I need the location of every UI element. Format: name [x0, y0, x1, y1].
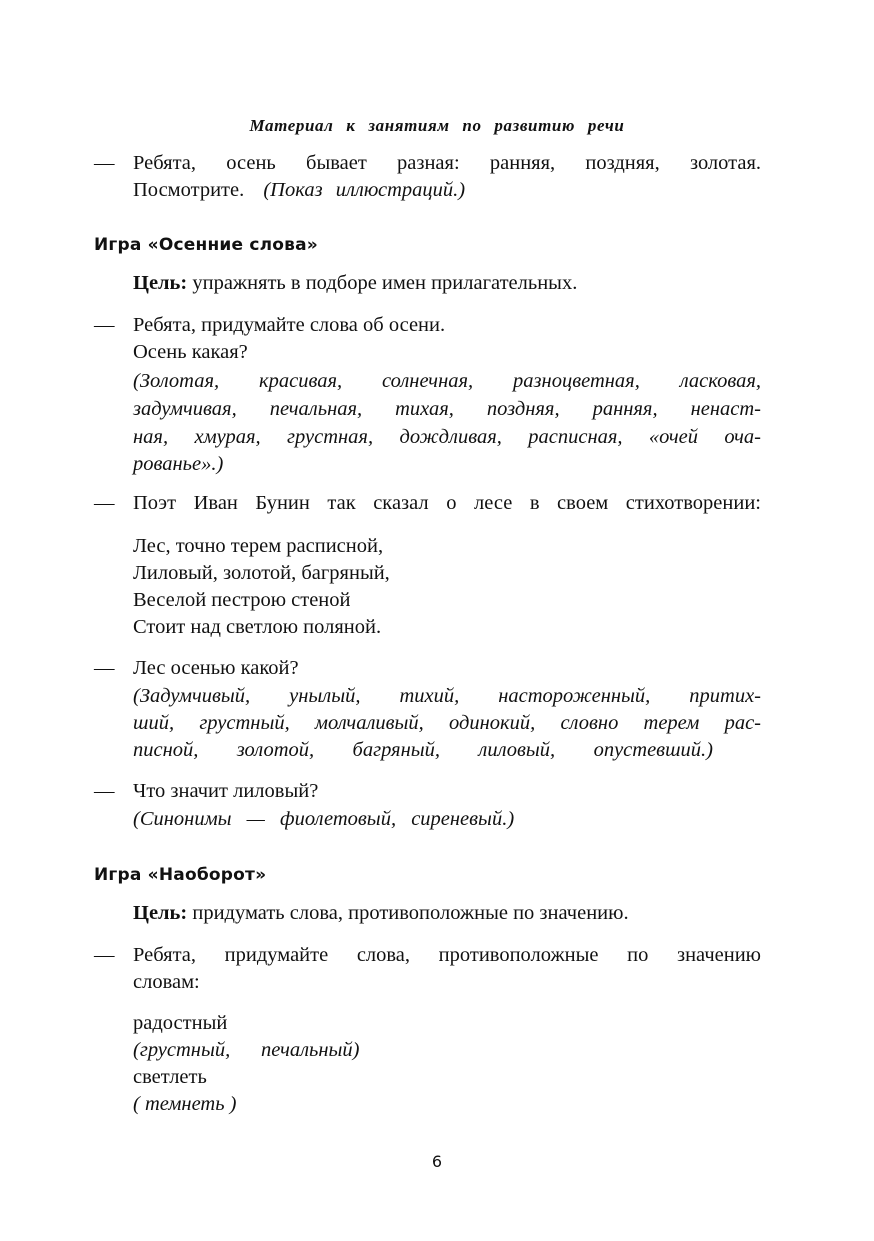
- game1-answer-3: (Синонимы — фиолетовый, сиреневый.): [133, 808, 515, 830]
- poem-line-2: Лиловый, золотой, багряный,: [133, 562, 390, 584]
- game2-answer-1: (грустный, печальный): [133, 1039, 360, 1061]
- poet-line: Поэт Иван Бунин так сказал о лесе в своем стихотворении:: [133, 492, 761, 514]
- game2-question-1b: словам:: [133, 971, 200, 993]
- game1-answer-line-3: ная, хмурая, грустная, дождливая, расписная, «очей оча-: [133, 426, 761, 448]
- game2-question-1: Ребята, придумайте слова, противоположные по значению: [133, 944, 761, 966]
- dash-marker: —: [94, 492, 115, 514]
- game2-answer-2: ( темнеть ): [133, 1093, 237, 1115]
- game1-question-1: Ребята, придумайте слова об осени.: [133, 314, 446, 336]
- game2-word-2: светлеть: [133, 1066, 207, 1088]
- game2-goal-text: придумать слова, противоположные по значению.: [192, 902, 629, 924]
- dash-marker: —: [94, 152, 115, 174]
- game1-answer-line-4: рованье».): [133, 453, 224, 475]
- intro-line-2-text: Посмотрите.: [133, 179, 245, 201]
- intro-line-2: [133, 177, 465, 204]
- intro-line-1: Ребята, осень бывает разная: ранняя, поздняя, золотая.: [133, 152, 761, 174]
- game1-goal-text: упражнять в подборе имен прилагательных.: [192, 272, 578, 294]
- poem-line-3: Веселой пестрою стеной: [133, 589, 351, 611]
- page-number: 6: [431, 1152, 443, 1171]
- dash-marker: —: [94, 780, 115, 802]
- game1-goal-label: Цель:: [133, 272, 188, 294]
- game1-question-3: Что значит лиловый?: [133, 780, 319, 802]
- dash-marker: —: [94, 657, 115, 679]
- game1-answer2-line-3: писной, золотой, багряный, лиловый, опустевший.): [133, 739, 713, 761]
- game1-goal: [133, 270, 577, 297]
- running-header: Материал к занятиям по развитию речи: [249, 116, 625, 135]
- dash-marker: —: [94, 944, 115, 966]
- poem-line-4: Стоит над светлою поляной.: [133, 616, 382, 638]
- game2-word-1: радостный: [133, 1012, 228, 1034]
- game2-goal: [133, 900, 629, 927]
- game2-heading: Игра «Наоборот»: [94, 865, 267, 885]
- game1-question-1b: Осень какая?: [133, 341, 248, 363]
- poem-line-1: Лес, точно терем расписной,: [133, 535, 384, 557]
- intro-note: (Показ иллюстраций.): [263, 179, 466, 201]
- game1-heading: Игра «Осенние слова»: [94, 235, 318, 255]
- dash-marker: —: [94, 314, 115, 336]
- game1-answer2-line-2: ший, грустный, молчаливый, одинокий, словно терем рас-: [133, 712, 761, 734]
- game1-answer2-line-1: (Задумчивый, унылый, тихий, настороженный, притих-: [133, 685, 761, 707]
- game1-answer-line-2: задумчивая, печальная, тихая, поздняя, ранняя, ненаст-: [133, 398, 761, 420]
- game1-answer-line-1: (Золотая, красивая, солнечная, разноцветная, ласковая,: [133, 370, 761, 392]
- game1-question-2: Лес осенью какой?: [133, 657, 299, 679]
- game2-goal-label: Цель:: [133, 902, 188, 924]
